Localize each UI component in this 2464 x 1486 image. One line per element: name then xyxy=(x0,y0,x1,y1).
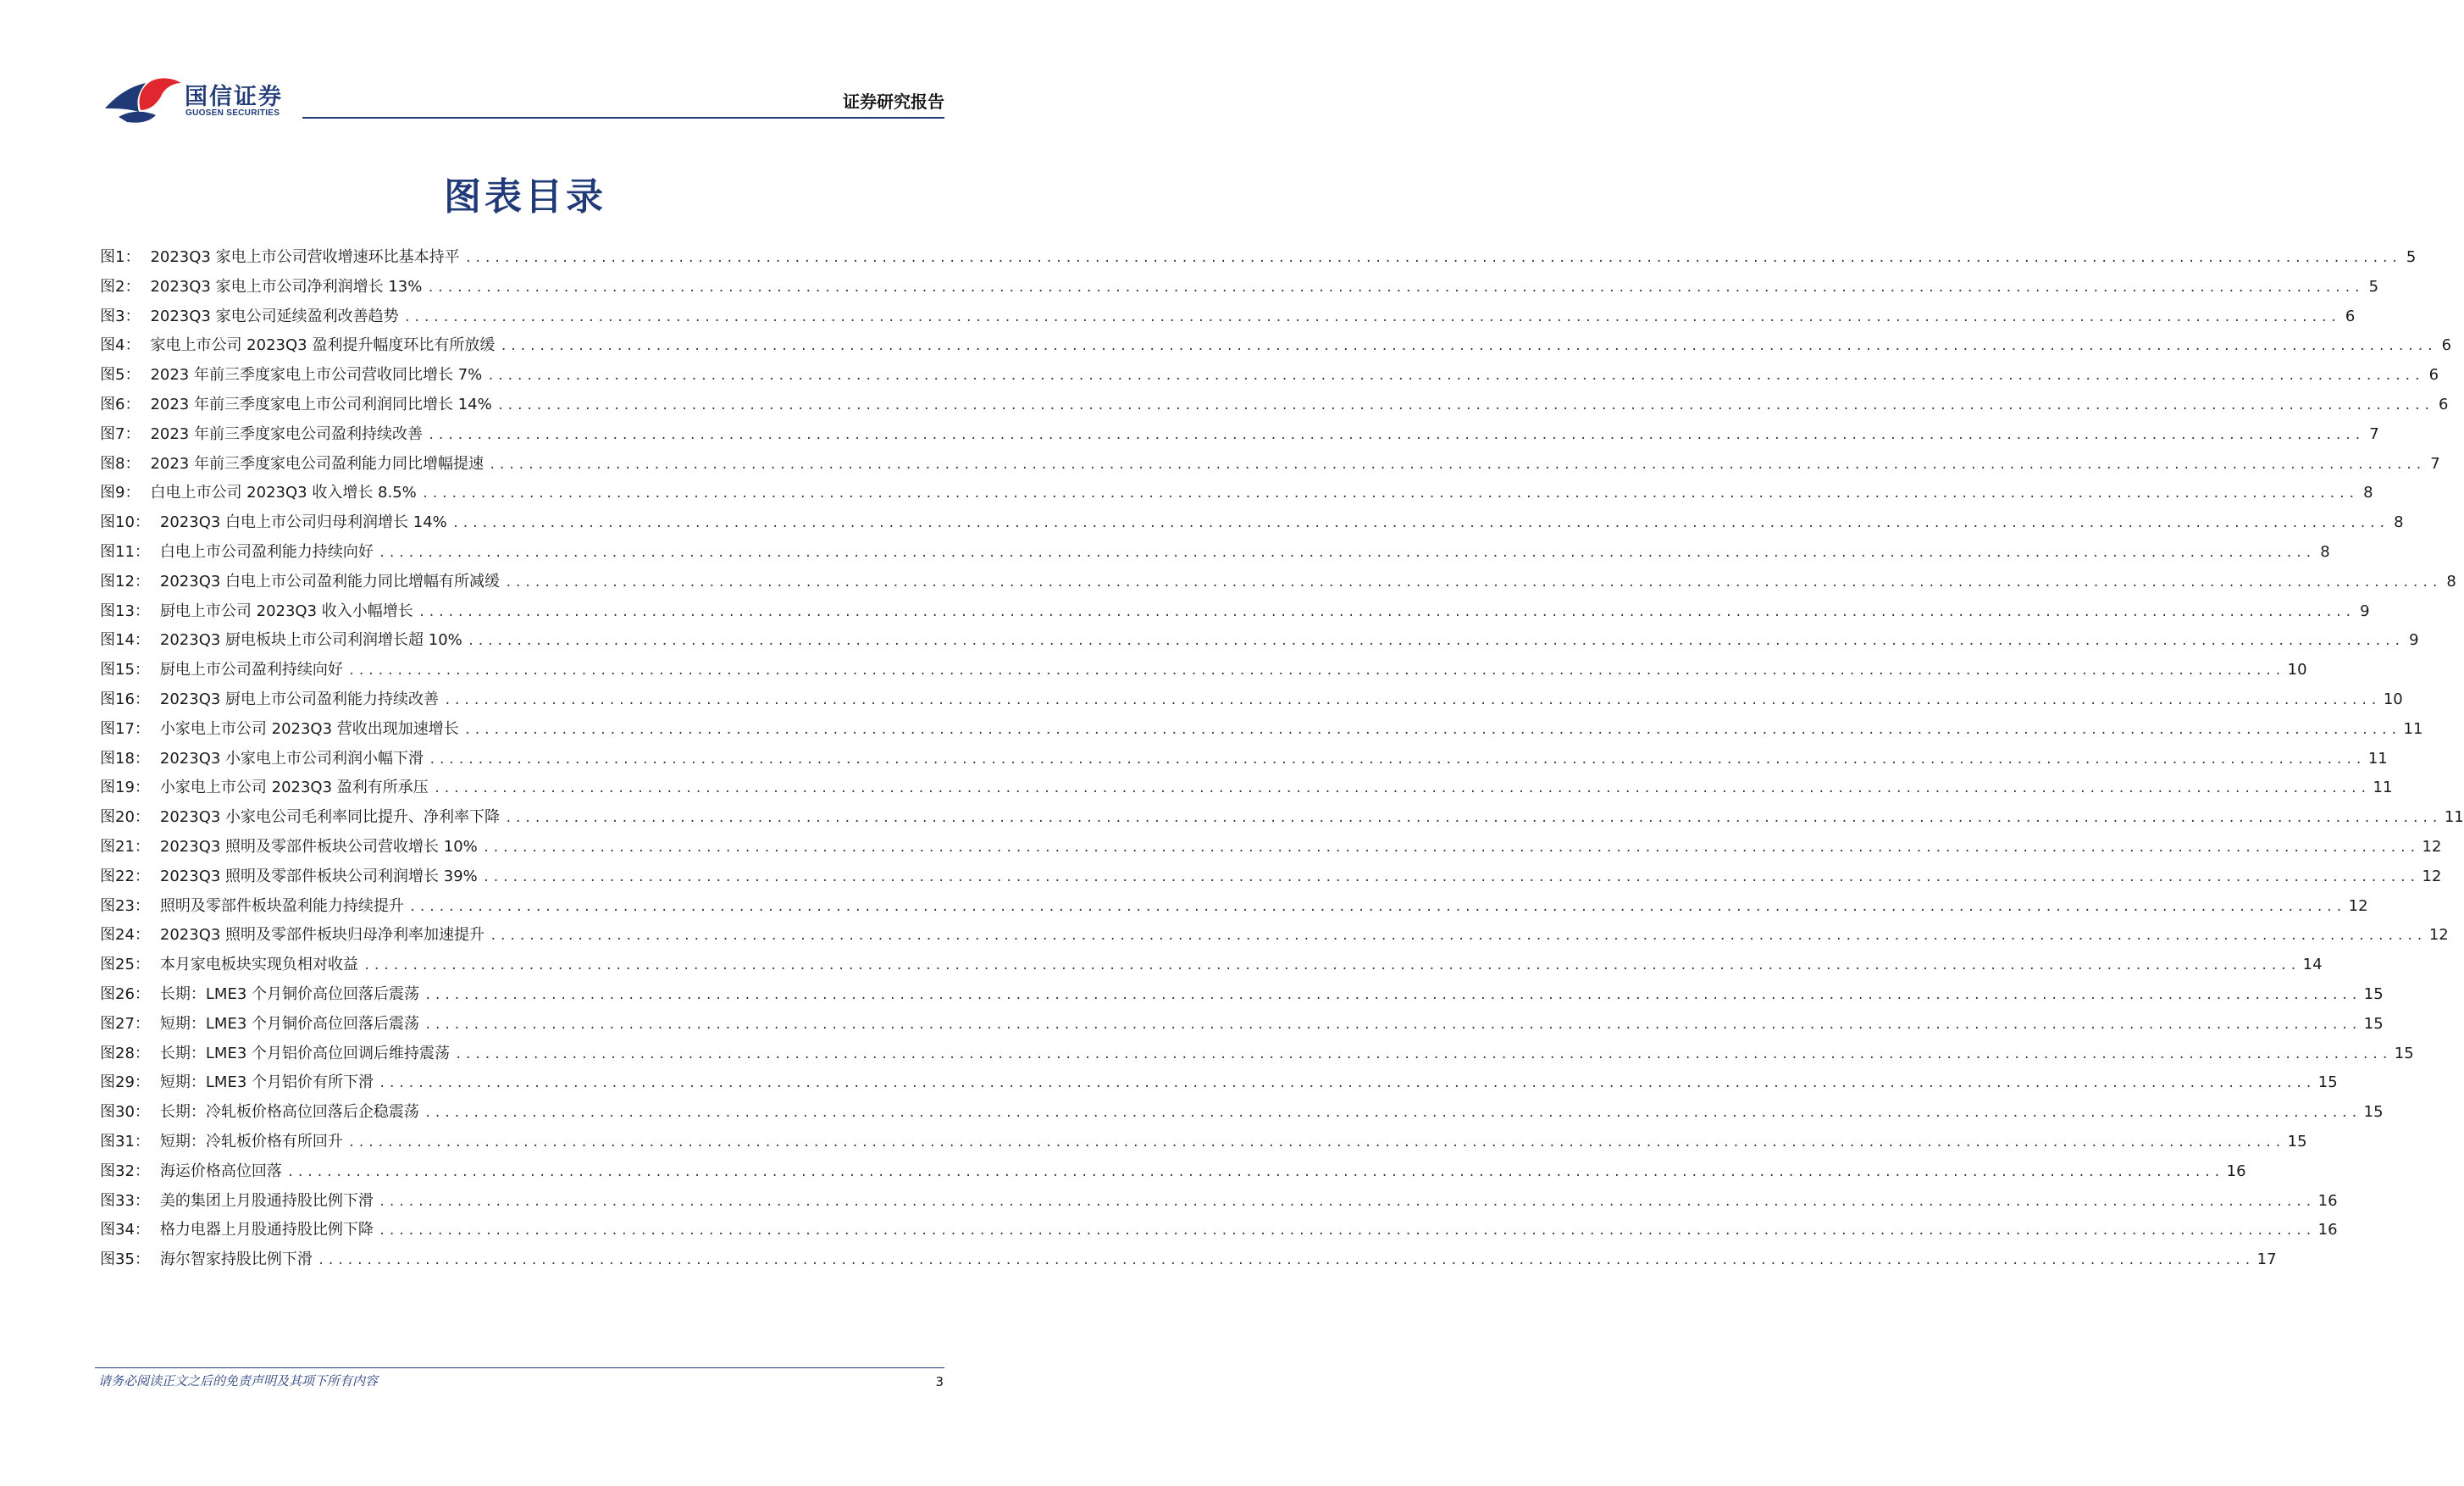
toc-entry-title: 美的集团上月股通持股比例下滑 xyxy=(159,1191,374,1210)
toc-dot-leader: ........................................................................................................................................................................................................ xyxy=(418,605,2355,619)
toc-entry-page: 8 xyxy=(2394,513,2404,532)
toc-dot-leader: ........................................................................................................................................................................................................ xyxy=(427,280,2364,295)
toc-dot-leader: ........................................................................................................................................................................................................ xyxy=(487,369,2424,384)
toc-entry-page: 7 xyxy=(2369,424,2379,443)
toc-entry-page: 8 xyxy=(2446,572,2456,591)
toc-entry-title: 2023Q3 家电公司延续盈利改善趋势 xyxy=(150,307,399,325)
toc-entry-page: 14 xyxy=(2302,956,2323,974)
toc-entry-page: 10 xyxy=(2287,661,2307,679)
toc-entry-label: 图24： xyxy=(100,926,150,945)
toc-entry-title: 短期：冷轧板价格有所回升 xyxy=(159,1132,343,1151)
toc-entry-label: 图21： xyxy=(100,837,150,856)
page-number: 3 xyxy=(935,1374,944,1389)
toc-entry[interactable] xyxy=(100,1040,2414,1069)
toc-entry-title: 长期：冷轧板价格高位回落后企稳震荡 xyxy=(159,1103,419,1122)
toc-entry-page: 12 xyxy=(2422,837,2442,856)
toc-entry[interactable] xyxy=(100,862,2442,892)
toc-entry-title: 2023Q3 照明及零部件板块归母净利率加速提升 xyxy=(159,926,485,945)
toc-dot-leader: ........................................................................................................................................................................................................ xyxy=(378,1224,2315,1239)
toc-entry-title: 2023Q3 厨电上市公司盈利能力持续改善 xyxy=(159,690,440,708)
toc-dot-leader: ........................................................................................................................................................................................................ xyxy=(378,1195,2315,1209)
toc-entry-page: 7 xyxy=(2430,454,2440,473)
toc-entry-label: 图11： xyxy=(100,542,150,561)
guosen-logo-icon xyxy=(102,75,183,124)
toc-dot-leader: ........................................................................................................................................................................................................ xyxy=(496,398,2434,413)
toc-entry[interactable] xyxy=(100,1068,2338,1098)
toc-entry-title: 2023Q3 照明及零部件板块公司利润增长 39% xyxy=(159,867,478,885)
toc-entry-page: 5 xyxy=(2406,248,2417,266)
toc-dot-leader: ........................................................................................................................................................................................................ xyxy=(379,1077,2315,1091)
toc-entry-page: 15 xyxy=(2394,1044,2414,1062)
toc-entry[interactable] xyxy=(100,1098,2384,1128)
toc-entry-page: 11 xyxy=(2444,808,2464,827)
toc-entry-label: 图12： xyxy=(100,572,150,591)
page-title: 图表目录 xyxy=(444,175,606,219)
toc-entry-page: 9 xyxy=(2360,602,2370,620)
toc-entry[interactable] xyxy=(100,980,2384,1010)
toc-entry-label: 图3： xyxy=(100,307,141,325)
toc-entry-title: 小家电上市公司 2023Q3 盈利有所承压 xyxy=(159,779,429,797)
toc-entry-title: 2023Q3 小家电公司毛利率同比提升、净利率下降 xyxy=(159,808,501,827)
toc-entry-label: 图25： xyxy=(100,956,150,974)
toc-dot-leader: ........................................................................................................................................................................................................ xyxy=(433,782,2370,796)
toc-entry-title: 2023 年前三季度家电公司盈利能力同比增幅提速 xyxy=(150,454,484,473)
toc-entry-title: 小家电上市公司 2023Q3 营收出现加速增长 xyxy=(159,719,459,738)
toc-entry-label: 图17： xyxy=(100,719,150,738)
toc-entry[interactable] xyxy=(100,479,2373,508)
toc-entry[interactable] xyxy=(100,1157,2246,1187)
toc-entry[interactable] xyxy=(100,243,2417,273)
report-type-label: 证券研究报告 xyxy=(843,91,944,112)
toc-entry-page: 8 xyxy=(2320,542,2330,561)
toc-entry[interactable] xyxy=(100,1010,2384,1040)
toc-entry-label: 图15： xyxy=(100,661,150,679)
toc-dot-leader: ........................................................................................................................................................................................................ xyxy=(500,340,2437,354)
toc-entry-title: 长期：LME3 个月铜价高位回落后震荡 xyxy=(159,984,420,1003)
toc-entry-title: 2023Q3 白电上市公司盈利能力同比增幅有所减缓 xyxy=(159,572,501,591)
toc-entry-page: 16 xyxy=(2226,1162,2246,1180)
toc-entry-page: 15 xyxy=(2317,1073,2338,1092)
toc-entry-label: 图31： xyxy=(100,1132,150,1151)
toc-dot-leader: ........................................................................................................................................................................................................ xyxy=(408,900,2345,914)
toc-entry-page: 6 xyxy=(2439,395,2449,413)
toc-dot-leader: ........................................................................................................................................................................................................ xyxy=(347,1135,2284,1150)
toc-dot-leader: ........................................................................................................................................................................................................ xyxy=(424,1106,2361,1121)
toc-entry[interactable] xyxy=(100,745,2388,774)
toc-entry-label: 图7： xyxy=(100,424,141,443)
toc-entry-title: 白电上市公司 2023Q3 收入增长 8.5% xyxy=(150,484,417,502)
toc-entry-page: 11 xyxy=(2373,779,2393,797)
toc-dot-leader: ........................................................................................................................................................................................................ xyxy=(451,517,2389,531)
toc-dot-leader: ........................................................................................................................................................................................................ xyxy=(347,664,2284,679)
toc-entry-label: 图18： xyxy=(100,749,150,768)
toc-entry-label: 图10： xyxy=(100,513,150,532)
page-header xyxy=(0,0,1050,127)
toc-entry-label: 图32： xyxy=(100,1162,150,1180)
toc-entry-label: 图20： xyxy=(100,808,150,827)
toc-entry-title: 厨电上市公司 2023Q3 收入小幅增长 xyxy=(159,602,413,620)
toc-dot-leader: ........................................................................................................................................................................................................ xyxy=(286,1165,2223,1179)
toc-entry[interactable] xyxy=(100,273,2379,302)
toc-entry-title: 海运价格高位回落 xyxy=(159,1162,282,1180)
toc-entry[interactable] xyxy=(100,331,2452,361)
toc-dot-leader: ........................................................................................................................................................................................................ xyxy=(482,840,2419,855)
toc-entry-title: 2023Q3 厨电板块上市公司利润增长超 10% xyxy=(159,631,462,650)
toc-entry-title: 长期：LME3 个月铝价高位回调后维持震荡 xyxy=(159,1044,451,1062)
toc-entry-label: 图34： xyxy=(100,1221,150,1239)
toc-entry[interactable] xyxy=(100,1245,2277,1275)
toc-dot-leader: ........................................................................................................................................................................................................ xyxy=(505,575,2441,590)
toc-entry-page: 10 xyxy=(2383,690,2403,708)
toc-dot-leader: ........................................................................................................................................................................................................ xyxy=(317,1254,2254,1268)
toc-entry-title: 2023Q3 家电上市公司营收增速环比基本持平 xyxy=(150,248,460,266)
toc-entry[interactable] xyxy=(100,1187,2338,1217)
toc-entry-page: 9 xyxy=(2409,631,2419,650)
toc-entry-label: 图6： xyxy=(100,395,141,413)
toc-entry-title: 海尔智家持股比例下滑 xyxy=(159,1250,313,1269)
toc-entry[interactable] xyxy=(100,892,2368,922)
toc-entry[interactable] xyxy=(100,656,2307,685)
toc-entry-title: 短期：LME3 个月铝价有所下滑 xyxy=(159,1073,374,1092)
toc-entry-title: 2023Q3 白电上市公司归母利润增长 14% xyxy=(159,513,447,532)
toc-entry-title: 本月家电板块实现负相对收益 xyxy=(159,956,358,974)
toc-entry-label: 图29： xyxy=(100,1073,150,1092)
toc-entry-title: 白电上市公司盈利能力持续向好 xyxy=(159,542,374,561)
toc-entry-page: 15 xyxy=(2363,1103,2384,1122)
toc-dot-leader: ........................................................................................................................................................................................................ xyxy=(403,310,2340,324)
toc-entry[interactable] xyxy=(100,773,2393,803)
toc-dot-leader: ........................................................................................................................................................................................................ xyxy=(467,635,2404,649)
header-divider xyxy=(302,117,944,119)
toc-entry-label: 图19： xyxy=(100,779,150,797)
toc-dot-leader: ........................................................................................................................................................................................................ xyxy=(444,693,2380,707)
toc-dot-leader: ........................................................................................................................................................................................................ xyxy=(427,428,2364,442)
toc-entry[interactable] xyxy=(100,538,2330,568)
toc-dot-leader: ........................................................................................................................................................................................................ xyxy=(429,752,2365,767)
toc-entry-label: 图5： xyxy=(100,366,141,385)
toc-entry-title: 2023 年前三季度家电上市公司利润同比增长 14% xyxy=(150,395,492,413)
toc-dot-leader: ........................................................................................................................................................................................................ xyxy=(490,929,2426,944)
toc-entry-page: 17 xyxy=(2256,1250,2277,1269)
toc-dot-leader: ........................................................................................................................................................................................................ xyxy=(378,546,2315,560)
toc-entry-page: 11 xyxy=(2403,719,2423,738)
toc-dot-leader: ........................................................................................................................................................................................................ xyxy=(464,252,2401,265)
logo-wordmark-en: GUOSEN SECURITIES xyxy=(185,108,280,118)
toc-entry-title: 2023Q3 照明及零部件板块公司营收增长 10% xyxy=(159,837,478,856)
table-of-figures xyxy=(100,243,2464,1275)
toc-entry[interactable] xyxy=(100,715,2423,745)
toc-entry[interactable] xyxy=(100,568,2456,597)
toc-entry-title: 照明及零部件板块盈利能力持续提升 xyxy=(159,896,404,915)
toc-entry-title: 家电上市公司 2023Q3 盈利提升幅度环比有所放缓 xyxy=(150,336,496,355)
toc-dot-leader: ........................................................................................................................................................................................................ xyxy=(455,1047,2391,1062)
toc-entry-label: 图14： xyxy=(100,631,150,650)
toc-dot-leader: ........................................................................................................................................................................................................ xyxy=(463,723,2400,737)
toc-entry-label: 图9： xyxy=(100,484,141,502)
toc-entry-label: 图30： xyxy=(100,1103,150,1122)
toc-entry[interactable] xyxy=(100,450,2440,480)
toc-entry-label: 图13： xyxy=(100,602,150,620)
toc-entry-label: 图26： xyxy=(100,984,150,1003)
toc-entry[interactable] xyxy=(100,1128,2307,1157)
toc-entry-title: 2023 年前三季度家电公司盈利持续改善 xyxy=(150,424,423,443)
toc-entry-page: 8 xyxy=(2363,484,2373,502)
toc-dot-leader: ........................................................................................................................................................................................................ xyxy=(505,812,2441,826)
toc-entry[interactable] xyxy=(100,391,2449,420)
toc-entry-label: 图2： xyxy=(100,277,141,296)
toc-dot-leader: ........................................................................................................................................................................................................ xyxy=(482,870,2419,884)
toc-entry-title: 2023Q3 小家电上市公司利润小幅下滑 xyxy=(159,749,424,768)
toc-entry-page: 12 xyxy=(2428,926,2449,945)
toc-entry[interactable] xyxy=(100,420,2379,450)
toc-entry-label: 图27： xyxy=(100,1014,150,1033)
toc-entry-page: 6 xyxy=(2441,336,2452,355)
logo-wordmark-cn: 国信证券 xyxy=(185,84,283,110)
toc-entry-page: 6 xyxy=(2345,307,2356,325)
toc-entry-page: 16 xyxy=(2317,1191,2338,1210)
toc-entry-page: 15 xyxy=(2363,1014,2384,1033)
toc-entry-page: 16 xyxy=(2317,1221,2338,1239)
footer-divider xyxy=(95,1367,944,1368)
toc-dot-leader: ........................................................................................................................................................................................................ xyxy=(424,1017,2361,1032)
toc-entry[interactable] xyxy=(100,951,2323,980)
toc-entry-page: 12 xyxy=(2348,896,2368,915)
toc-dot-leader: ........................................................................................................................................................................................................ xyxy=(488,457,2425,472)
toc-entry-page: 15 xyxy=(2363,984,2384,1003)
toc-entry-page: 12 xyxy=(2422,867,2442,885)
toc-entry-page: 6 xyxy=(2428,366,2439,385)
toc-entry[interactable] xyxy=(100,302,2356,332)
disclaimer-text: 请务必阅读正文之后的免责声明及其项下所有内容 xyxy=(98,1373,379,1389)
toc-entry-label: 图35： xyxy=(100,1250,150,1269)
toc-entry-title: 2023Q3 家电上市公司净利润增长 13% xyxy=(150,277,423,296)
toc-entry-label: 图1： xyxy=(100,248,141,266)
toc-entry-title: 厨电上市公司盈利持续向好 xyxy=(159,661,343,679)
toc-entry-page: 11 xyxy=(2367,749,2388,768)
toc-entry-title: 短期：LME3 个月铜价高位回落后震荡 xyxy=(159,1014,420,1033)
toc-entry-title: 格力电器上月股通持股比例下降 xyxy=(159,1221,374,1239)
toc-entry[interactable] xyxy=(100,833,2442,862)
toc-entry-label: 图4： xyxy=(100,336,141,355)
toc-entry-label: 图23： xyxy=(100,896,150,915)
toc-entry[interactable] xyxy=(100,361,2439,391)
toc-dot-leader: ........................................................................................................................................................................................................ xyxy=(421,487,2358,502)
toc-entry[interactable] xyxy=(100,626,2419,656)
toc-entry-label: 图33： xyxy=(100,1191,150,1210)
toc-entry[interactable] xyxy=(100,685,2403,715)
toc-entry-label: 图16： xyxy=(100,690,150,708)
toc-entry[interactable] xyxy=(100,597,2370,627)
toc-entry-label: 图8： xyxy=(100,454,141,473)
toc-entry-page: 15 xyxy=(2287,1132,2307,1151)
toc-entry[interactable] xyxy=(100,508,2404,538)
toc-entry[interactable] xyxy=(100,921,2449,951)
toc-entry-label: 图28： xyxy=(100,1044,150,1062)
toc-dot-leader: ........................................................................................................................................................................................................ xyxy=(424,988,2361,1002)
toc-entry[interactable] xyxy=(100,1216,2338,1245)
toc-entry-page: 5 xyxy=(2368,277,2379,296)
toc-dot-leader: ........................................................................................................................................................................................................ xyxy=(363,959,2300,973)
toc-entry-label: 图22： xyxy=(100,867,150,885)
toc-entry[interactable] xyxy=(100,803,2464,833)
toc-entry-title: 2023 年前三季度家电上市公司营收同比增长 7% xyxy=(150,366,483,385)
